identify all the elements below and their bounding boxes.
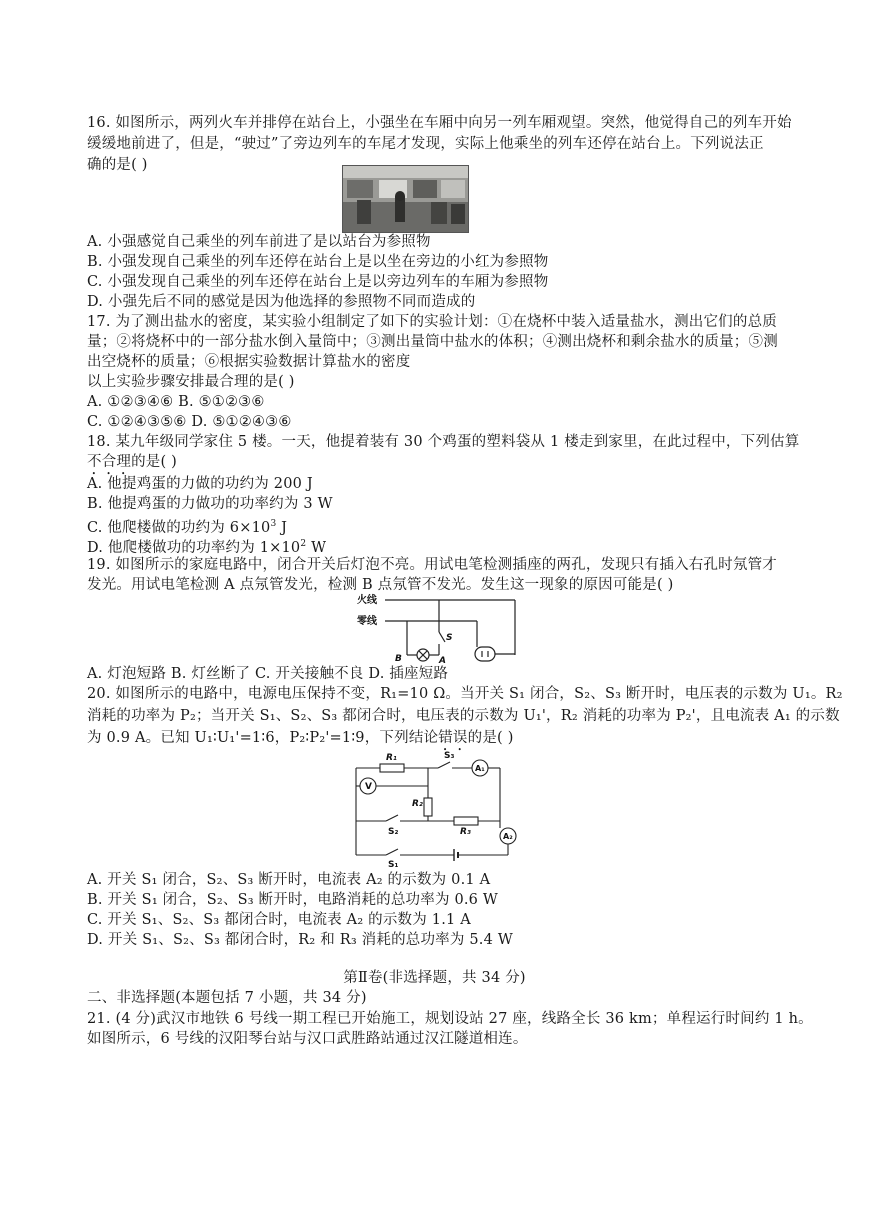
- point-a-label: A: [439, 656, 446, 664]
- q17-options-cd: C. ①②④③⑤⑥ D. ⑤①②④③⑥: [87, 414, 292, 430]
- household-circuit-diagram: [355, 592, 525, 664]
- s1-label: S₁: [388, 860, 399, 870]
- r2-label: R₂: [412, 799, 423, 809]
- resistor-r1: [380, 764, 404, 772]
- switch-label: S: [446, 633, 453, 643]
- q20-stem-line3-rest: 的是( ): [467, 730, 514, 746]
- q20-stem-line3-text: 为 0.9 A。已知 U₁∶U₁'=1∶6，P₂∶P₂'=1∶9，下列结论: [87, 730, 439, 746]
- q16-stem-line3: 确的是( ): [87, 157, 148, 173]
- q19-options: A. 灯泡短路 B. 灯丝断了 C. 开关接触不良 D. 插座短路: [87, 666, 449, 682]
- resistor-r2: [424, 798, 432, 816]
- q21-stem-line2: 如图所示，6 号线的汉阳琴台站与汉口武胜路站通过汉江隧道相连。: [87, 1031, 528, 1047]
- q17-stem-line3: 出空烧杯的质量；⑥根据实验数据计算盐水的密度: [87, 354, 411, 370]
- a2-label: A₂: [503, 832, 513, 841]
- q18-option-c-text: C. 他爬楼做的功约为 6×10: [87, 519, 271, 536]
- switch-s2: [386, 815, 398, 821]
- q16-option-d: D. 小强先后不同的感觉是因为他选择的参照物不同而造成的: [87, 294, 476, 310]
- r1-label: R₁: [386, 753, 397, 763]
- q18-option-c-unit: J: [276, 519, 288, 536]
- q20-stem-line1: 20. 如图所示的电路中，电源电压保持不变，R₁=10 Ω。当开关 S₁ 闭合，S₂、S₃ 断开时，电压表的示数为 U₁。R₂: [87, 686, 843, 702]
- s2-label: S₂: [388, 827, 399, 837]
- q20-stem-line2: 消耗的功率为 P₂；当开关 S₁、S₂、S₃ 都闭合时，电压表的示数为 U₁'，R₂ 消耗的功率为 P₂'，且电流表 A₁ 的示数: [87, 708, 840, 724]
- q16-stem-line1: 16. 如图所示，两列火车并排停在站台上，小强坐在车厢中向另一列车厢观望。突然，他觉得自己的列车开始: [87, 115, 792, 131]
- q17-options-ab: A. ①②③④⑥ B. ⑤①②③⑥: [87, 394, 265, 410]
- q20-option-b: B. 开关 S₁ 闭合，S₂、S₃ 断开时，电路消耗的总功率为 0.6 W: [87, 892, 499, 908]
- q18-option-a: A. 他提鸡蛋的力做的功约为 200 J: [87, 476, 313, 492]
- q18-option-d-exponent: 2: [300, 539, 307, 549]
- q17-stem-line2: 量；②将烧杯中的一部分盐水倒入量筒中；③测出量筒中盐水的体积；④测出烧杯和剩余盐水的质量；⑤测: [87, 334, 778, 350]
- q20-option-c: C. 开关 S₁、S₂、S₃ 都闭合时，电流表 A₂ 的示数为 1.1 A: [87, 912, 471, 928]
- q18-stem-line1: 18. 某九年级同学家住 5 楼。一天，他提着装有 30 个鸡蛋的塑料袋从 1 楼走到家里，在此过程中，下列估算: [87, 434, 800, 450]
- q20-circuit-diagram: [350, 748, 520, 870]
- q18-option-d-unit: W: [306, 539, 327, 556]
- q21-stem-line1: 21. (4 分)武汉市地铁 6 号线一期工程已开始施工，规划设站 27 座，线路全长 36 km；单程运行时间约 1 h。: [87, 1011, 813, 1027]
- q18-option-d-text: D. 他爬楼做功的功率约为 1×10: [87, 539, 301, 556]
- q16-stem-line2: 缓缓地前进了，但是，“驶过”了旁边列车的车尾才发现，实际上他乘坐的列车还停在站台上。下列说法正: [87, 136, 764, 152]
- s3-label: S₃: [444, 751, 455, 761]
- switch-s: [439, 632, 445, 642]
- part2-title: 第Ⅱ卷(非选择题，共 34 分): [343, 970, 526, 986]
- point-b-label: B: [395, 654, 402, 664]
- v-label: V: [365, 782, 372, 792]
- q19-stem-line2: 发光。用试电笔检测 A 点氖管发光，检测 B 点氖管不发光。发生这一现象的原因可能是( ): [87, 577, 674, 593]
- q16-option-b: B. 小强发现自己乘坐的列车还停在站台上是以坐在旁边的小红为参照物: [87, 254, 549, 270]
- a1-label: A₁: [475, 764, 485, 773]
- q17-stem-line1: 17. 为了测出盐水的密度，某实验小组制定了如下的实验计划：①在烧杯中装入适量盐水，测出它们的总质: [87, 314, 777, 330]
- q16-option-c: C. 小强发现自己乘坐的列车还停在站台上是以旁边列车的车厢为参照物: [87, 274, 549, 290]
- live-wire-label: 火线: [357, 595, 377, 606]
- q16-option-a: A. 小强感觉自己乘坐的列车前进了是以站台为参照物: [87, 234, 431, 250]
- switch-s1: [386, 849, 398, 855]
- q18-option-b: B. 他提鸡蛋的力做功的功率约为 3 W: [87, 496, 333, 512]
- q18-emphasis: 不合理: [87, 454, 132, 470]
- train-carriage-photo: [342, 165, 469, 233]
- q18-option-c-exponent: 3: [270, 519, 277, 529]
- q20-option-d: D. 开关 S₁、S₂、S₃ 都闭合时，R₂ 和 R₃ 消耗的总功率为 5.4 W: [87, 932, 513, 948]
- neutral-wire-label: 零线: [357, 616, 377, 627]
- switch-s3: [438, 762, 450, 768]
- q20-option-a: A. 开关 S₁ 闭合，S₂、S₃ 断开时，电流表 A₂ 的示数为 0.1 A: [87, 872, 491, 888]
- socket-icon: [475, 647, 495, 661]
- r3-label: R₃: [460, 827, 471, 837]
- q19-stem-line1: 19. 如图所示的家庭电路中，闭合开关后灯泡不亮。用试电笔检测插座的两孔，发现只有插入右孔时氖管才: [87, 557, 777, 573]
- resistor-r3: [454, 817, 478, 825]
- q18-stem-rest: 的是( ): [131, 454, 178, 470]
- q17-stem-line4: 以上实验步骤安排最合理的是( ): [87, 374, 295, 390]
- part2-section-heading: 二、非选择题(本题包括 7 小题，共 34 分): [87, 990, 367, 1006]
- q20-emphasis: 错误: [438, 730, 468, 746]
